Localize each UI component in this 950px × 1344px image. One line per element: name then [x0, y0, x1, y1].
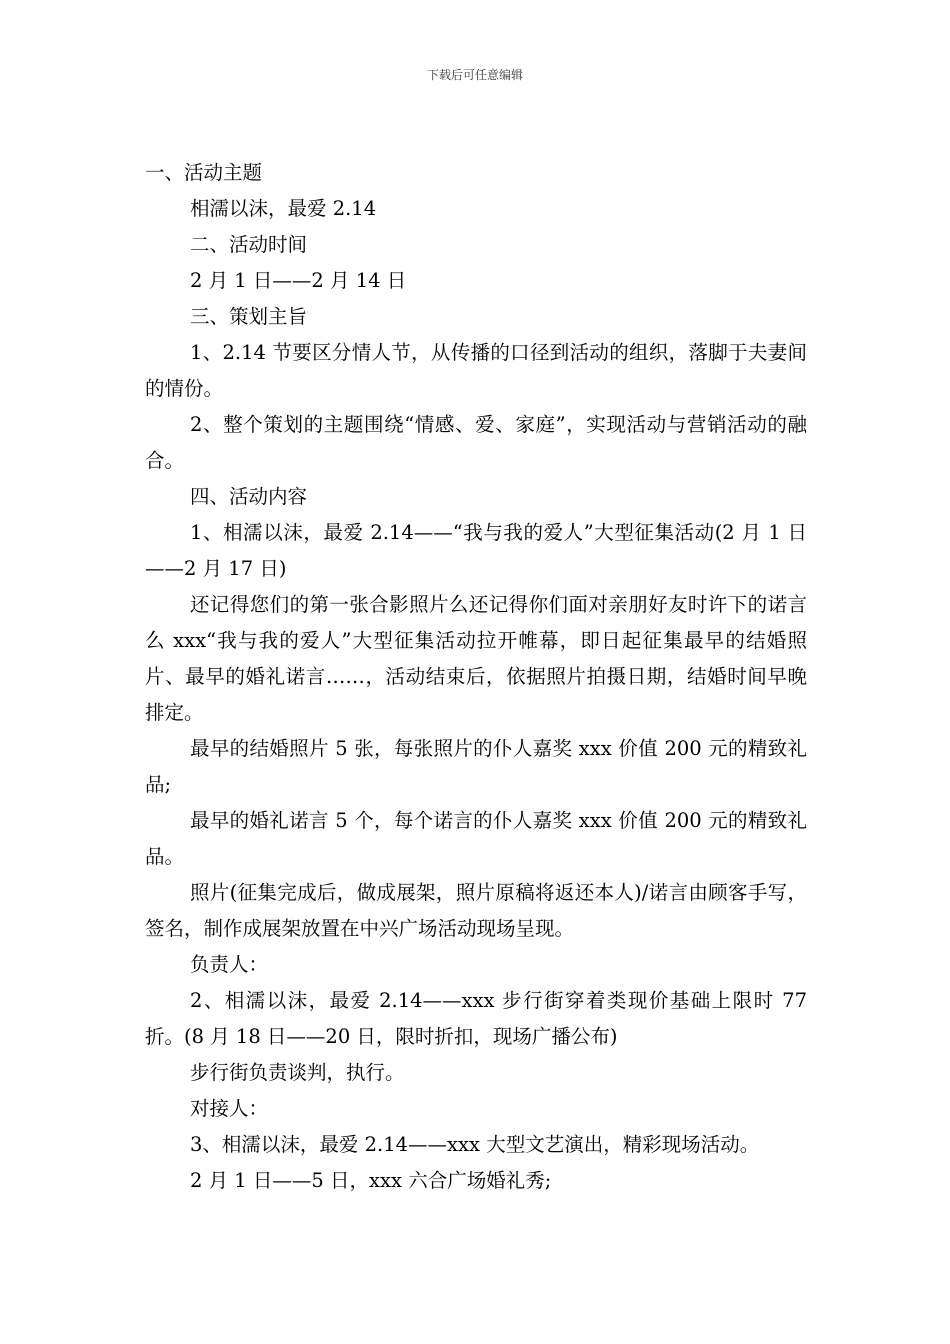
activity-content-description: 还记得您们的第一张合影照片么还记得你们面对亲朋好友时许下的诺言么 xxx“我与我的爱人”大型征集活动拉开帷幕，即日起征集最早的结婚照片、最早的婚礼诺言……，活动结束后，依据照片拍摄日期，结婚时间早晚排定。 — [145, 593, 807, 724]
planning-purpose-item-1: 1、2.14 节要区分情人节，从传播的口径到活动的组织，落脚于夫妻间的情份。 — [145, 341, 807, 400]
activity-content-item-2: 2、相濡以沫，最爱 2.14——xxx 步行街穿着类现价基础上限时 77 折。(8 月 18 日——20 日，限时折扣，现场广播公布) — [145, 989, 807, 1048]
planning-purpose-item-2: 2、整个策划的主题围绕“情感、爱、家庭”，实现活动与营销活动的融合。 — [145, 413, 807, 472]
page-header: 下载后可任意编辑 — [426, 68, 523, 82]
negotiation-execution: 步行街负责谈判，执行。 — [190, 1061, 405, 1084]
activity-content-item-1: 1、相濡以沫，最爱 2.14——“我与我的爱人”大型征集活动(2 月 1 日——2 月 17 日) — [145, 521, 807, 580]
contact-person: 对接人： — [190, 1097, 269, 1120]
heading-activity-time: 二、活动时间 — [190, 233, 308, 256]
prize-wedding-vows: 最早的婚礼诺言 5 个，每个诺言的仆人嘉奖 xxx 价值 200 元的精致礼品。 — [145, 809, 807, 868]
activity-time-text: 2 月 1 日——2 月 14 日 — [190, 269, 407, 292]
display-arrangement: 照片(征集完成后，做成展架，照片原稿将返还本人)/诺言由顾客手写，签名，制作成展架放置在中兴广场活动现场呈现。 — [145, 881, 807, 940]
prize-wedding-photos: 最早的结婚照片 5 张，每张照片的仆人嘉奖 xxx 价值 200 元的精致礼品; — [145, 737, 807, 796]
responsible-person: 负责人： — [190, 953, 269, 976]
document-body — [145, 155, 807, 1199]
heading-activity-theme: 一、活动主题 — [145, 161, 263, 184]
heading-activity-content: 四、活动内容 — [190, 485, 308, 508]
activity-content-item-3: 3、相濡以沫，最爱 2.14——xxx 大型文艺演出，精彩现场活动。 — [190, 1133, 760, 1156]
activity-theme-text: 相濡以沫，最爱 2.14 — [190, 197, 377, 220]
heading-planning-purpose: 三、策划主旨 — [190, 305, 308, 328]
wedding-show-schedule: 2 月 1 日——5 日，xxx 六合广场婚礼秀; — [190, 1169, 552, 1192]
